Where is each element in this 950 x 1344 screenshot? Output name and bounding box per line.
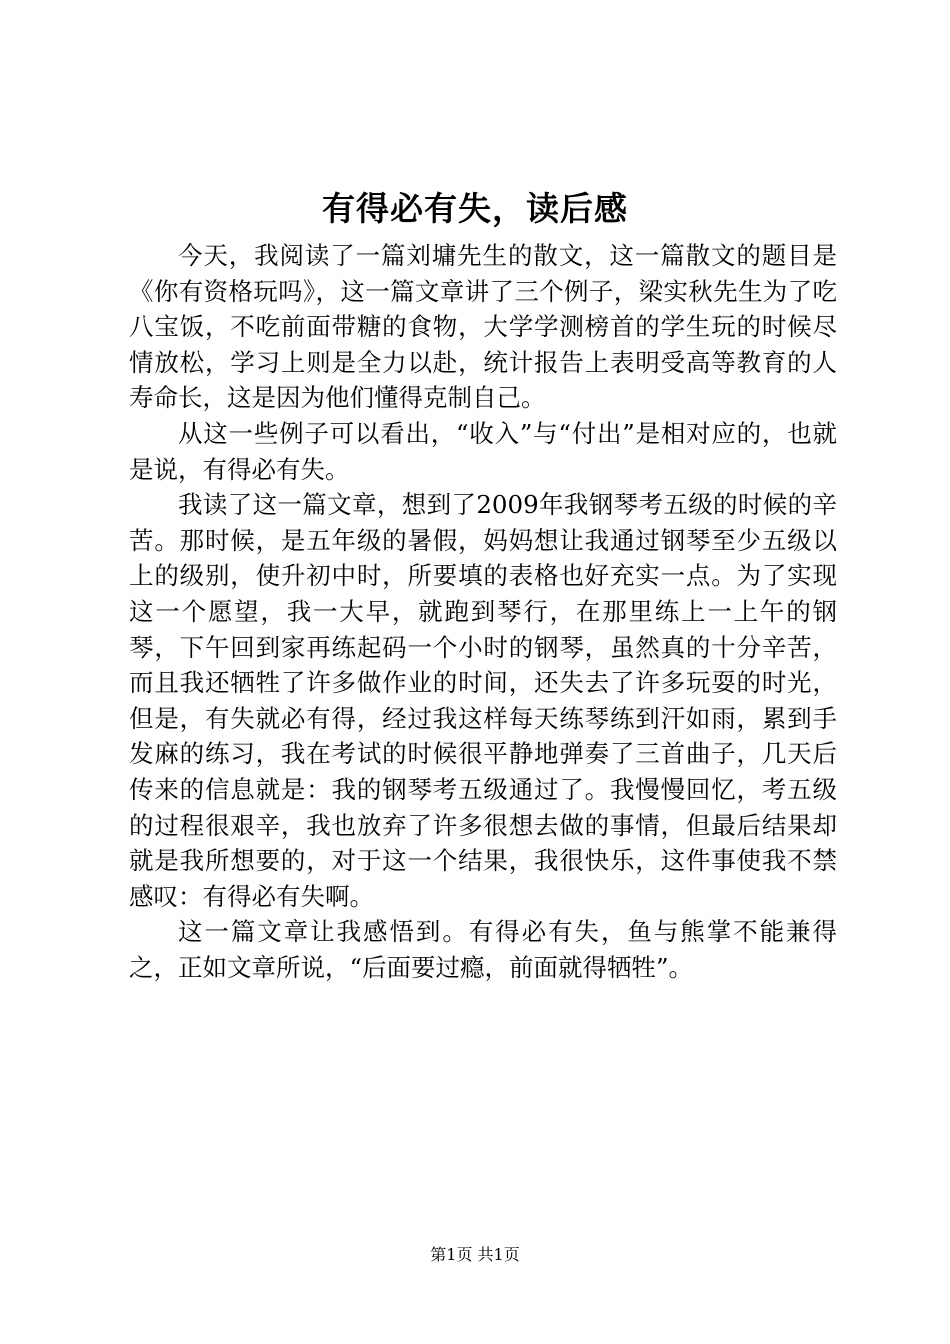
paragraph-3: 我读了这一篇文章，想到了2009年我钢琴考五级的时候的辛苦。那时候，是五年级的暑假，妈妈想让我通过钢琴至少五级以上的级别，使升初中时，所要填的表格也好充实一点。为了实现这一个愿望，我一大早，就跑到琴行，在那里练上一上午的钢琴，下午回到家再练起码一个小时的钢琴，虽然真的十分辛苦，而且我还牺牲了许多做作业的时间，还失去了许多玩耍的时光，但是，有失就必有得，经过我这样每天练琴练到汗如雨，累到手发麻的练习，我在考试的时候很平静地弹奏了三首曲子，几天后传来的信息就是：我的钢琴考五级通过了。我慢慢回忆，考五级的过程很艰辛，我也放弃了许多很想去做的事情，但最后结果却就是我所想要的，对于这一个结果，我很快乐，这件事使我不禁感叹：有得必有失啊。 (129, 490, 837, 911)
paragraph-2: 从这一些例子可以看出，“收入”与“付出”是相对应的，也就是说，有得必有失。 (129, 418, 837, 484)
document-body (129, 238, 837, 985)
page-footer: 第1页 共1页 (430, 1245, 520, 1264)
paragraph-1: 今天，我阅读了一篇刘墉先生的散文，这一篇散文的题目是《你有资格玩吗》，这一篇文章讲了三个例子，梁实秋先生为了吃八宝饭，不吃前面带糖的食物，大学学测榜首的学生玩的时候尽情放松，学习上则是全力以赴，统计报告上表明受高等教育的人寿命长，这是因为他们懂得克制自己。 (129, 241, 837, 413)
paragraph-4: 这一篇文章让我感悟到。有得必有失，鱼与熊掌不能兼得之，正如文章所说，“后面要过瘾，前面就得牺牲”。 (129, 917, 837, 982)
document-title: 有得必有失，读后感 (322, 189, 628, 228)
